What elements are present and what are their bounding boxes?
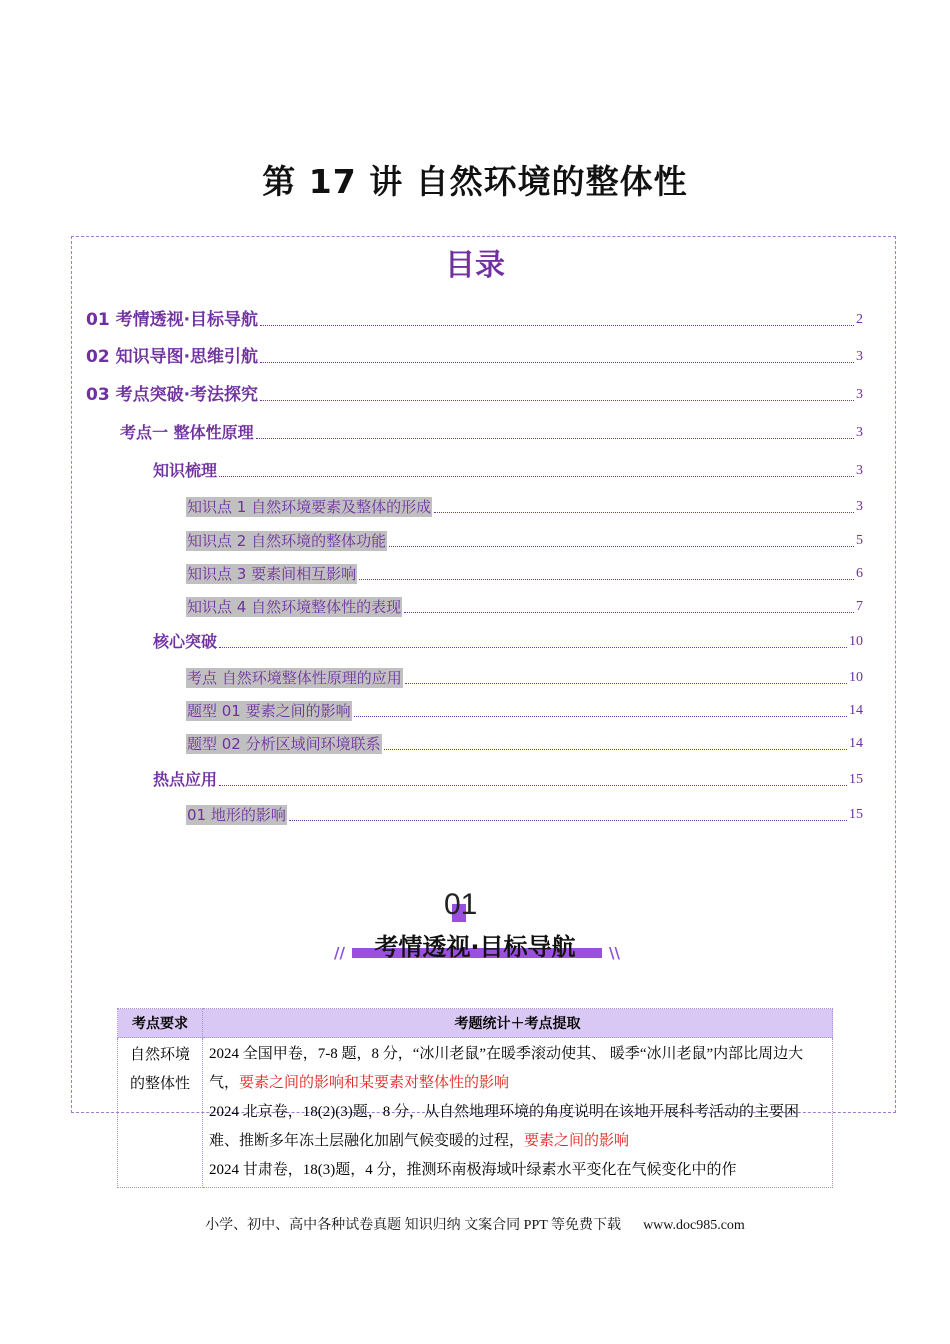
toc-item-tixing-02[interactable] <box>186 734 863 754</box>
toc-leader-dots <box>354 716 847 717</box>
section-title: 考情透视·目标导航 <box>374 933 576 961</box>
toc-page-number: 10 <box>849 670 863 685</box>
toc-item-kaodian-yingyong[interactable] <box>186 668 863 688</box>
toc-leader-dots <box>219 647 847 648</box>
table-row <box>118 1038 833 1188</box>
toc-page-number: 6 <box>856 566 863 581</box>
toc-leader-dots <box>260 362 854 363</box>
toc-leader-dots <box>404 612 854 613</box>
toc-page-number: 3 <box>856 463 863 478</box>
page-footer <box>0 1214 950 1234</box>
toc-leader-dots <box>260 325 854 326</box>
toc-leader-dots <box>289 820 847 821</box>
toc-item-zhishidian-1[interactable] <box>186 497 863 517</box>
toc-item-tixing-01[interactable] <box>186 701 863 721</box>
toc-item-dixing[interactable] <box>186 805 863 825</box>
toc-item-label: 知识点 1 自然环境要素及整体的形成 <box>187 498 432 516</box>
toc-item-label: 知识梳理 <box>153 461 218 480</box>
slash-decoration-left: // <box>334 944 345 962</box>
toc-item-label: 知识点 3 要素间相互影响 <box>187 565 357 583</box>
exam-entry-highlight: 要素之间的影响 <box>524 1133 630 1149</box>
toc-item-zhishi-daotu[interactable] <box>86 347 863 367</box>
toc-page-number: 14 <box>849 736 863 751</box>
toc-page-number: 15 <box>849 772 863 787</box>
toc-item-label: 题型 02 分析区域间环境联系 <box>187 735 381 753</box>
toc-leader-dots <box>219 476 854 477</box>
exam-entry-text: 2024 甘肃卷，18(3)题，4 分，推测环南极海域叶绿素水平变化在气候变化中的作 <box>209 1162 737 1178</box>
toc-item-label: 考点一 整体性原理 <box>120 423 254 442</box>
toc-page-number: 3 <box>856 425 863 440</box>
toc-leader-dots <box>256 438 854 439</box>
toc-item-label: 知识点 4 自然环境整体性的表现 <box>187 598 402 616</box>
toc-leader-dots <box>384 749 847 750</box>
toc-page-number: 7 <box>856 599 863 614</box>
toc-page-number: 3 <box>856 349 863 364</box>
toc-item-label: 03 考点突破·考法探究 <box>86 385 259 405</box>
table-header-cell: 考题统计＋考点提取 <box>203 1009 833 1038</box>
toc-item-kaodian-tupo[interactable] <box>86 385 863 405</box>
toc-item-zhishi-shuli[interactable] <box>153 461 863 481</box>
toc-page-number: 10 <box>849 634 863 649</box>
toc-item-label: 热点应用 <box>153 770 218 789</box>
content-cell <box>203 1038 833 1188</box>
exam-entry <box>209 1156 826 1185</box>
exam-entry <box>209 1098 826 1156</box>
table-header-row <box>118 1009 833 1038</box>
footer-url-link[interactable]: www.doc985.com <box>643 1218 745 1233</box>
toc-item-hexin-tupo[interactable] <box>153 632 863 652</box>
exam-entry-highlight: 要素之间的影响和某要素对整体性的影响 <box>239 1075 510 1091</box>
toc-item-zhishidian-3[interactable] <box>186 564 863 584</box>
toc-item-label: 01 考情透视·目标导航 <box>86 310 259 330</box>
toc-leader-dots <box>434 512 854 513</box>
toc-leader-dots <box>219 785 847 786</box>
toc-leader-dots <box>359 579 854 580</box>
toc-leader-dots <box>389 546 854 547</box>
toc-page-number: 5 <box>856 533 863 548</box>
exam-stats-table <box>117 1008 833 1188</box>
slash-decoration-right: \\ <box>609 944 620 962</box>
toc-leader-dots <box>260 400 854 401</box>
toc-heading: 目录 <box>445 248 505 283</box>
footer-text: 小学、初中、高中各种试卷真题 知识归纳 文案合同 PPT 等免费下载 <box>205 1218 622 1233</box>
topic-cell: 自然环境的整体性 <box>118 1038 203 1188</box>
toc-item-kaoqing[interactable] <box>86 310 863 330</box>
exam-entry-text: 2024 北京卷，18(2)(3)题，8 分，从自然地理环境的角度说明在该地开展科考活动的主要困难、推断多年冻土层融化加剧气候变暖的过程， <box>209 1104 799 1149</box>
toc-item-label: 02 知识导图·思维引航 <box>86 347 259 367</box>
toc-item-zhishidian-4[interactable] <box>186 597 863 617</box>
toc-page-number: 15 <box>849 807 863 822</box>
toc-item-kaodian-yi[interactable] <box>120 423 863 443</box>
toc-item-label: 题型 01 要素之间的影响 <box>187 702 351 720</box>
toc-page-number: 3 <box>856 499 863 514</box>
section-number: 01 <box>444 888 478 921</box>
exam-entry <box>209 1040 826 1098</box>
document-title: 第 17 讲 自然环境的整体性 <box>262 162 688 201</box>
exam-entry-text: 2024 全国甲卷，7-8 题，8 分，“冰川老鼠”在暖季滚动使其、 暖季“冰川老鼠”内部比周边大气， <box>209 1046 804 1091</box>
toc-leader-dots <box>405 683 847 684</box>
toc-item-redian-yingyong[interactable] <box>153 770 863 790</box>
toc-page-number: 3 <box>856 387 863 402</box>
toc-item-label: 知识点 2 自然环境的整体功能 <box>187 532 387 550</box>
toc-item-label: 核心突破 <box>153 632 218 651</box>
toc-page-number: 2 <box>856 312 863 327</box>
toc-item-label: 考点 自然环境整体性原理的应用 <box>187 669 402 687</box>
toc-page-number: 14 <box>849 703 863 718</box>
toc-item-label: 01 地形的影响 <box>187 806 286 824</box>
table-header-cell: 考点要求 <box>118 1009 203 1038</box>
toc-item-zhishidian-2[interactable] <box>186 531 863 551</box>
